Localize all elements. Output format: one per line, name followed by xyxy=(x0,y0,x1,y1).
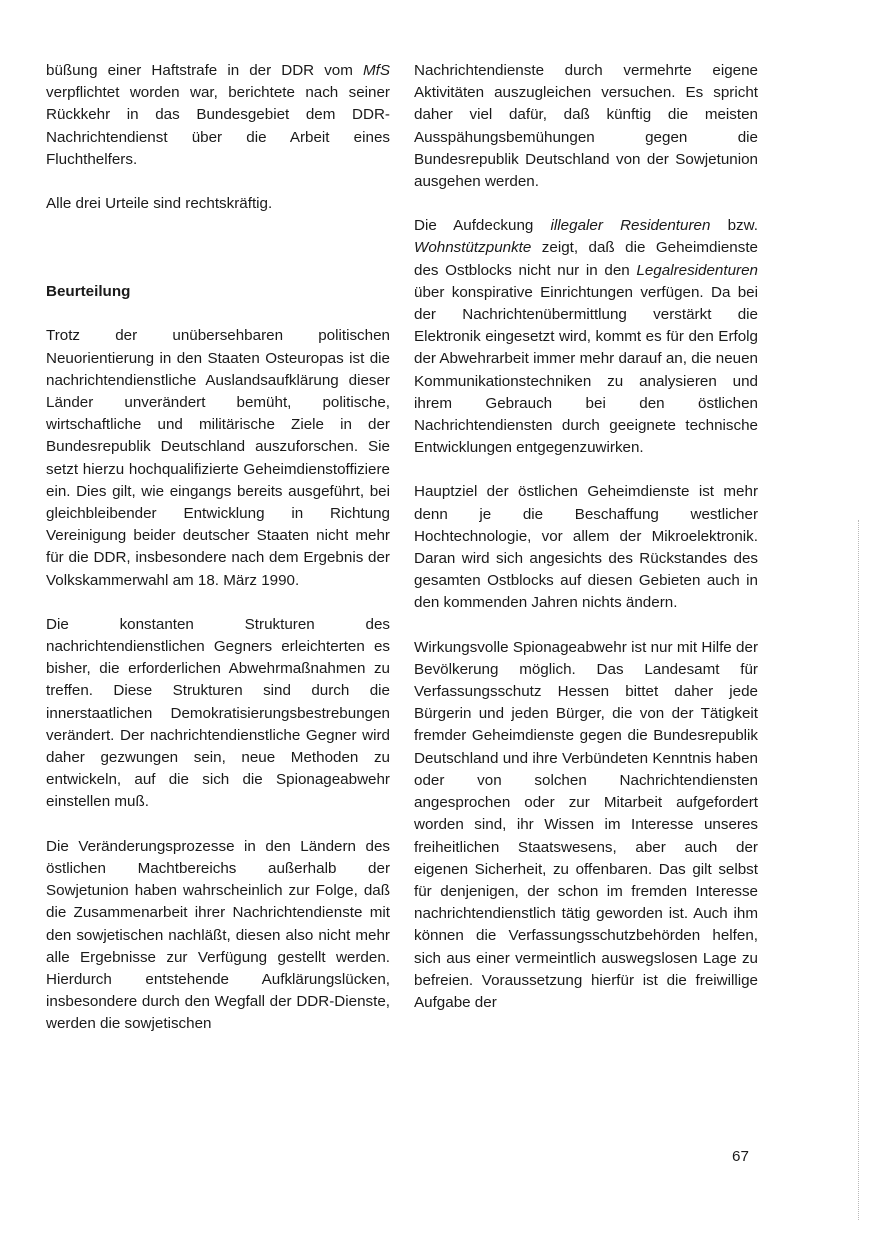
emphasis-mfs: MfS xyxy=(362,62,390,79)
paragraph-assessment-2: Die konstanten Strukturen des nachrichtendienstlichen Gegners erleichterten es bisher, die erforderlichen Abwehrmaßnahmen zu treffen. Diese Strukturen sind durch die innerstaatlichen Demokratisierungsbestrebungen verändert. Der nachrichtendienstliche Gegner wird daher gezwungen sein, neue Methoden zu entwickeln, auf die sich die Spionageabwehr einstellen muß. xyxy=(46,615,390,811)
left-column xyxy=(46,60,390,1036)
section-heading: Beurteilung xyxy=(46,283,131,301)
paragraph-assessment-3: Die Veränderungsprozesse in den Ländern des östlichen Machtbereichs außerhalb der Sowjetunion haben wahrscheinlich zur Folge, daß die Zusammenarbeit ihrer Nachrichtendienste mit den sowjetischen nachläßt, diesen also nicht mehr alle Ergebnisse zur Verfügung gestellt werden. Hierdurch entstehende Aufklärungslücken, insbesondere durch den Wegfall der DDR-Dienste, werden die sowjetischen xyxy=(46,837,390,1033)
paragraph-soviet-services: Nachrichtendienste durch vermehrte eigene Aktivitäten auszugleichen versuchen. Es spricht daher viel dafür, daß künftig die meisten Ausspähungsbemühungen gegen die Bundesrepublik Deutschland von der Sowjetunion ausgehen werden. xyxy=(414,62,758,191)
paragraph-residenturen xyxy=(414,215,758,459)
paragraph-text: büßung einer Haftstrafe in der DDR vom xyxy=(46,62,363,79)
paragraph-conviction-end xyxy=(46,60,390,171)
paragraph-verdicts: Alle drei Urteile sind rechtskräftig. xyxy=(46,195,273,213)
paragraph-assessment-1: Trotz der unübersehbaren politischen Neuorientierung in den Staaten Osteuropas ist die nachrichtendienstliche Auslandsaufklärung dieser Länder unverändert bemüht, politische, wirtschaftliche und militärische Ziele in der Bundesrepublik Deutschland auszuforschen. Sie setzt hierzu hochqualifizierte Geheimdienstoffiziere ein. Dies gilt, wie eingangs bereits ausgeführt, bei gleichbleibender Entwicklung in Richtung Vereinigung beider deutscher Staaten nicht mehr für die DDR, insbesondere nach dem Ergebnis der Volkskammerwahl am 18. März 1990. xyxy=(46,327,390,589)
right-column xyxy=(414,60,758,1014)
paragraph-counterespionage: Wirkungsvolle Spionageabwehr ist nur mit Hilfe der Bevölkerung möglich. Das Landesamt für Verfassungsschutz Hessen bittet daher jede Bürgerin und jeden Bürger, die von der Tätigkeit fremder Geheimdienste gegen die Bundesrepublik Deutschland und ihre Verbündeten Kenntnis haben oder von solchen Nachrichtendiensten angesprochen oder zur Mitarbeit aufgefordert worden sind, ihr Wissen im Interesse unseres freiheitlichen Staatswesens, aber auch der eigenen Sicherheit, zu offenbaren. Das gilt selbst für denjenigen, der schon im fremden Interesse nachrichtendienstlich tätig geworden ist. Auch ihm können die Verfassungsschutzbehörden helfen, sich aus einer vermeintlich auswegslosen Lage zu befreien. Voraussetzung hierfür ist die freiwillige Aufgabe der xyxy=(414,638,758,1011)
emphasis-legalresidenturen: Legalresidenturen xyxy=(636,261,758,279)
paragraph-text: zeigt, daß die Geheimdienste des Ostblocks nicht nur in den xyxy=(414,239,758,279)
paragraph-main-goal: Hauptziel der östlichen Geheimdienste ist mehr denn je die Beschaffung westlicher Hochtechnologie, vor allem der Mikroelektronik. Daran wird sich angesichts des Rückstandes des gesamten Ostblocks auf diesen Gebieten auch in den kommenden Jahren nichts ändern. xyxy=(414,483,758,612)
paragraph-text: bzw. xyxy=(710,217,758,235)
paragraph-text: über konspirative Einrichtungen verfügen. Da bei der Nachrichtenübermittlung verstärkt die Elektronik eingesetzt wird, kommt es für den Erfolg der Abwehrarbeit immer mehr darauf an, die neuen Kommunikationstechniken zu analysieren und ihrem Gebrauch bei den östlichen Nachrichtendiensten durch geeignete technische Entwicklungen entgegenzuwirken. xyxy=(414,283,758,457)
emphasis-wohnstuetzpunkte: Wohnstützpunkte xyxy=(414,239,532,257)
paragraph-text: verpflichtet worden war, berichtete nach seiner Rückkehr in das Bundesgebiet dem DDR-Nachrichtendienst über die Arbeit eines Fluchthelfers. xyxy=(46,84,390,168)
paragraph-text: Die Aufdeckung xyxy=(414,217,551,235)
page-number: 67 xyxy=(732,1148,749,1165)
emphasis-illegal-residenturen: illegaler Residenturen xyxy=(550,217,711,235)
scan-edge-dots xyxy=(858,520,860,1220)
